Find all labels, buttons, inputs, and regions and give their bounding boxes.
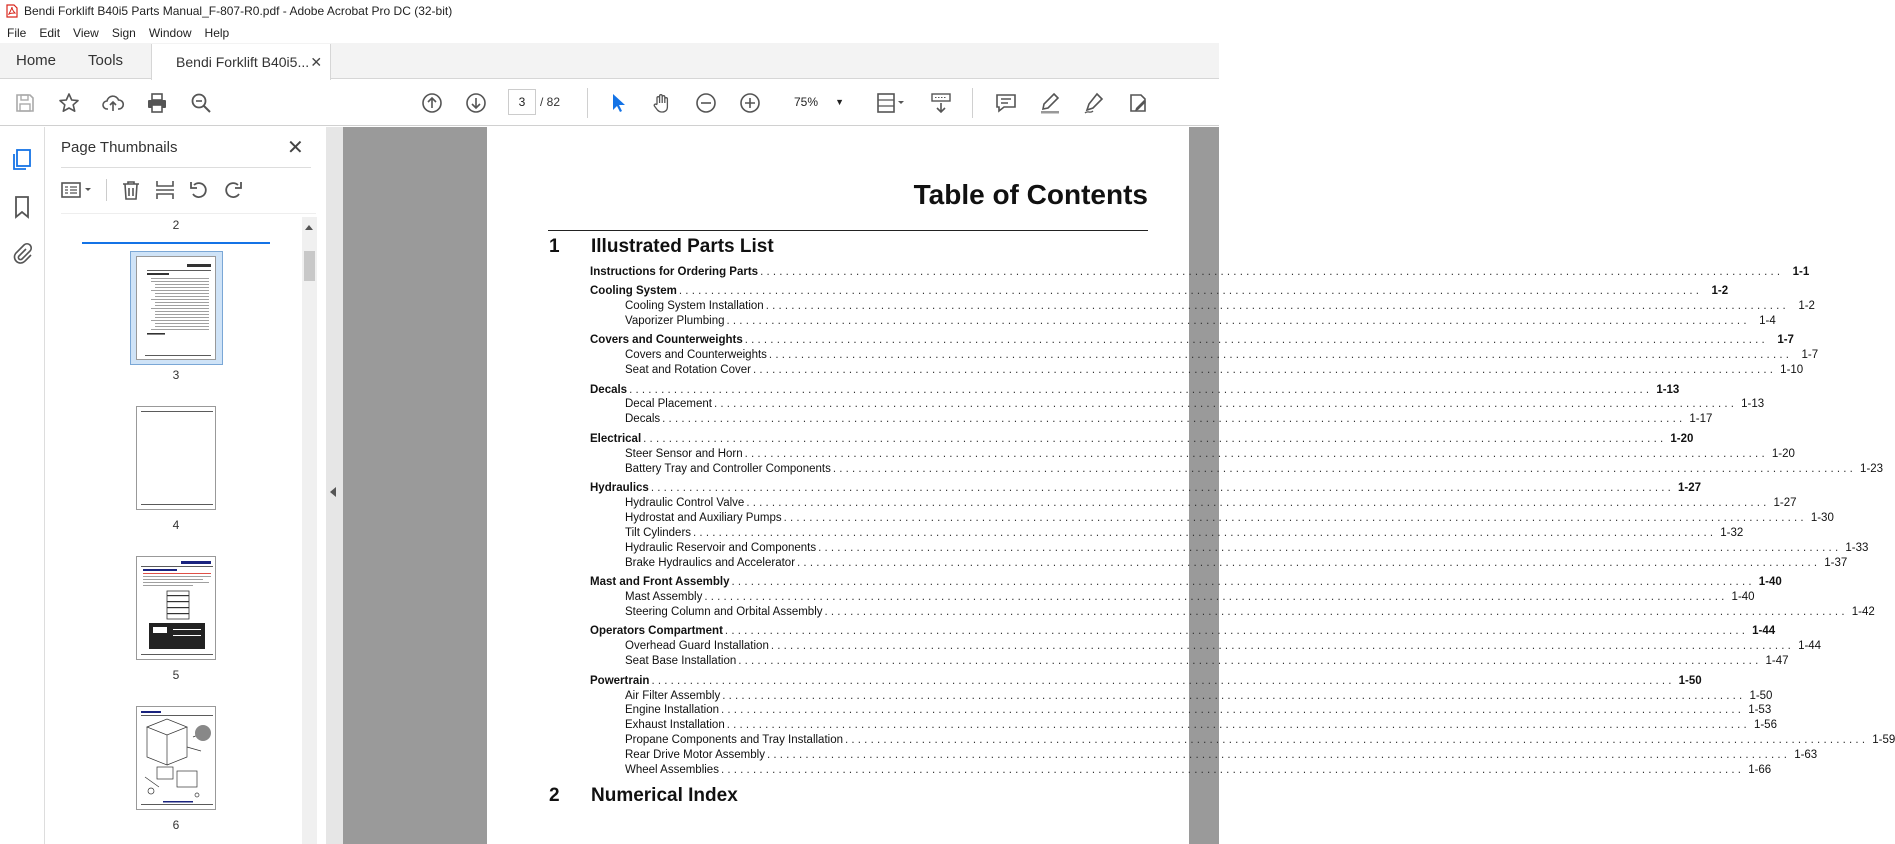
toc-entry-page: 1-47 [1765,655,1789,667]
toc-subentry[interactable] [625,748,1818,763]
toc-entry-page: 1-40 [1758,576,1782,588]
menu-file[interactable]: File [7,25,27,40]
toc-entry-page: 1-42 [1851,606,1875,618]
toc-entry[interactable] [590,481,1702,496]
thumbnail-scrollbar[interactable] [302,217,317,844]
toc-subentry[interactable] [625,511,1834,526]
close-tab-icon[interactable]: ✕ [310,53,323,70]
toc-subentry[interactable] [625,541,1869,556]
print-icon[interactable] [145,91,169,115]
toc-entry-label: Hydraulic Control Valve [625,497,745,509]
menu-window[interactable]: Window [148,25,192,40]
toc-entry-page: 1-27 [1773,497,1797,509]
toc-entry[interactable] [590,284,1729,299]
toc-entry-label: Seat and Rotation Cover [625,364,751,376]
toc-entry-label: Air Filter Assembly [625,690,721,702]
toc-entry-label: Engine Installation [625,704,719,716]
page-count: / 82 [540,95,561,109]
toc-leader-dots: ................................................................................................................................................................ [650,482,1675,494]
toc-entry-page: 1-40 [1731,591,1755,603]
zoom-out-icon[interactable] [694,91,718,115]
pdf-app-icon [6,4,18,18]
toc-entry-page: 1-63 [1794,749,1818,761]
collapse-arrow-icon [330,487,336,497]
toc-entry-label: Vaporizer Plumbing [625,315,725,327]
hand-tool-icon[interactable] [650,91,674,115]
toc-subentry[interactable] [625,703,1772,718]
thumbnail-3-preview [137,257,217,361]
toc-leader-dots: ................................................................................................................................................................ [760,266,1784,278]
toc-entry-page: 1-50 [1678,675,1702,687]
toc-leader-dots: ................................................................................................................................................................ [818,542,1842,554]
toc-subentry[interactable] [625,314,1776,329]
toc-leader-dots: ................................................................................................................................................................ [724,625,1749,637]
bookmark-icon[interactable] [11,195,33,219]
toc-entry-label: Mast and Front Assembly [590,576,730,588]
toc-entry-label: Tilt Cylinders [625,527,692,539]
toc-leader-dots: ................................................................................................................................................................ [651,675,1675,687]
thumbnail-5-preview [137,557,217,661]
menu-help[interactable]: Help [204,25,230,40]
page-thumbnails-icon[interactable] [11,148,33,172]
panel-collapse-handle[interactable] [326,127,343,844]
toc-entry-label: Decals [625,413,661,425]
rotate-clockwise-icon[interactable] [222,179,244,201]
toc-subentry[interactable] [625,654,1789,669]
toc-entry[interactable] [590,674,1702,689]
save-icon[interactable] [13,91,37,115]
toc-leader-dots: ................................................................................................................................................................ [744,448,1768,460]
toc-entry[interactable] [590,265,1810,280]
panel-toolbar-divider [106,179,107,201]
title-bar [0,0,1219,22]
toc-leader-dots: ................................................................................................................................................................ [765,300,1789,312]
toc-entry-page: 1-37 [1824,557,1848,569]
toc-entry-label: Steer Sensor and Horn [625,448,743,460]
thumbnail-label: 5 [172,668,180,682]
toc-entry-page: 1-32 [1720,527,1744,539]
toc-leader-dots: ................................................................................................................................................................ [731,576,1755,588]
toc-entry-page: 1-59 [1872,734,1895,746]
toc-leader-dots: ................................................................................................................................................................ [783,512,1807,524]
toc-entry-page: 1-17 [1689,413,1713,425]
chevron-down-icon: ▼ [835,97,844,107]
sign-pen-icon[interactable] [1082,91,1106,115]
toc-rule [548,230,1148,231]
toc-entry-page: 1-66 [1748,764,1772,776]
tab-bar [0,43,1219,79]
section-number: 1 [549,236,560,257]
thumbnails-panel [46,127,326,844]
thumbnail-options-icon[interactable] [61,179,95,201]
toc-leader-dots: ................................................................................................................................................................ [720,704,1745,716]
toc-entry-label: Propane Components and Tray Installation [625,734,843,746]
toc-entry-label: Electrical [590,433,642,445]
toc-entry-page: 1-20 [1670,433,1694,445]
toc-leader-dots: ................................................................................................................................................................ [726,315,1750,327]
toc-entry-page: 1-13 [1656,384,1680,396]
toc-entry-label: Covers and Counterweights [625,349,767,361]
toc-leader-dots: ................................................................................................................................................................ [797,557,1821,569]
scroll-mode-icon[interactable] [929,91,953,115]
menu-bar [0,22,1219,43]
zoom-search-icon[interactable] [189,91,213,115]
comment-icon[interactable] [994,91,1018,115]
toc-entry[interactable] [590,575,1782,590]
attachment-icon[interactable] [11,241,33,265]
insert-page-icon[interactable] [154,179,176,201]
toc-leader-dots: ................................................................................................................................................................ [832,463,1857,475]
toc-leader-dots: ................................................................................................................................................................ [768,349,1793,361]
previous-page-icon[interactable] [420,91,444,115]
toc-entry-page: 1-10 [1780,364,1804,376]
toc-leader-dots: ................................................................................................................................................................ [824,606,1848,618]
toc-entry-page: 1-4 [1759,315,1776,327]
zoom-select[interactable] [782,89,852,115]
toc-leader-dots: ................................................................................................................................................................ [744,334,1768,346]
toc-entry[interactable] [590,432,1694,447]
delete-page-icon[interactable] [120,179,142,201]
toc-entry-label: Powertrain [590,675,650,687]
next-page-icon[interactable] [464,91,488,115]
star-icon[interactable] [57,91,81,115]
toc-entry-label: Operators Compartment [590,625,723,637]
toc-leader-dots: ................................................................................................................................................................ [726,719,1750,731]
toc-entry-label: Hydraulics [590,482,649,494]
toc-subentry[interactable] [625,639,1822,654]
toc-entry[interactable] [590,624,1776,639]
toc-subentry[interactable] [625,605,1875,620]
panel-title: Page Thumbnails [61,139,178,156]
toc-entry[interactable] [590,333,1794,348]
toolbar [0,80,1219,126]
tab-document-label: Bendi Forklift B40i5... [176,54,310,70]
toc-leader-dots: ................................................................................................................................................................ [704,591,1728,603]
toc-leader-dots: ................................................................................................................................................................ [693,527,1717,539]
toc-entry-label: Exhaust Installation [625,719,725,731]
toc-subentry[interactable] [625,412,1713,427]
toc-entry-label: Brake Hydraulics and Accelerator [625,557,796,569]
thumbnail-label: 6 [172,818,180,832]
toc-entry-label: Wheel Assemblies [625,764,719,776]
thumbnail-page-6[interactable] [136,706,216,810]
pdf-page [487,127,1895,844]
section-title: Numerical Index [591,785,738,806]
toc-entry-page: 1-20 [1771,448,1795,460]
toc-entry-page: 1-30 [1810,512,1834,524]
toc-entry-page: 1-1 [1792,266,1810,278]
toc-leader-dots: ................................................................................................................................................................ [738,655,1762,667]
toc-entry-label: Hydraulic Reservoir and Components [625,542,817,554]
zoom-value: 75% [794,95,819,109]
toc-leader-dots: ................................................................................................................................................................ [629,384,1653,396]
toc-leader-dots: ................................................................................................................................................................ [662,413,1686,425]
close-panel-icon[interactable]: ✕ [287,137,304,159]
thumbnail-list [61,213,316,844]
section-title: Illustrated Parts List [591,236,774,257]
toc-entry-page: 1-2 [1711,285,1729,297]
scroll-up-icon[interactable] [305,225,313,230]
toc-entry-label: Decal Placement [625,398,712,410]
highlight-pen-icon[interactable] [1038,91,1062,115]
panel-divider [61,167,311,168]
cloud-upload-icon[interactable] [101,91,125,115]
toc-subentry[interactable] [625,348,1819,363]
page-number-input[interactable]: 3 [508,89,536,115]
toc-subentry[interactable] [625,590,1755,605]
toc-entry-page: 1-44 [1752,625,1776,637]
thumbnail-page-4[interactable] [136,406,216,510]
toolbar-divider [972,88,973,118]
toc-subentry[interactable] [625,556,1848,571]
tab-tools[interactable]: Tools [88,52,124,69]
thumbnail-6-preview [137,707,217,811]
toc-subentry[interactable] [625,447,1795,462]
toc-entry-page: 1-23 [1860,463,1884,475]
toc-leader-dots: ................................................................................................................................................................ [770,640,1795,652]
page-fit-icon[interactable] [874,91,908,115]
toc-title: Table of Contents [913,179,1148,210]
toc-entry-label: Rear Drive Motor Assembly [625,749,765,761]
toc-entry-label: Instructions for Ordering Parts [590,266,759,278]
toc-leader-dots: ................................................................................................................................................................ [713,398,1738,410]
toc-entry[interactable] [590,383,1680,398]
toc-subentry[interactable] [625,363,1804,378]
toc-entry-label: Seat Base Installation [625,655,737,667]
fill-sign-icon[interactable] [1126,91,1150,115]
toc-leader-dots: ................................................................................................................................................................ [845,734,1869,746]
toc-entry-page: 1-7 [1801,349,1819,361]
menu-edit[interactable]: Edit [39,25,61,40]
left-rail [0,127,45,844]
toc-leader-dots: ................................................................................................................................................................ [720,764,1745,776]
menu-view[interactable]: View [73,25,99,40]
toc-leader-dots: ................................................................................................................................................................ [678,285,1703,297]
toc-entry-label: Overhead Guard Installation [625,640,769,652]
toolbar-divider [587,88,588,118]
toc-entry-page: 1-44 [1798,640,1822,652]
toc-entry-page: 1-33 [1845,542,1869,554]
thumbnail-page-3[interactable] [136,256,216,360]
toc-subentry[interactable] [625,689,1773,704]
toc-entry-page: 1-13 [1741,398,1765,410]
toc-entry-page: 1-56 [1753,719,1777,731]
toc-entry-label: Cooling System Installation [625,300,764,312]
toc-subentry[interactable] [625,496,1797,511]
toc-subentry[interactable] [625,718,1777,733]
toc-entry-label: Decals [590,384,628,396]
toc-entry-page: 1-2 [1798,300,1815,312]
toc-leader-dots: ................................................................................................................................................................ [722,690,1746,702]
toc-entry-label: Steering Column and Orbital Assembly [625,606,823,618]
toc-entry-page: 1-27 [1678,482,1702,494]
thumbnail-4-preview [137,407,217,511]
toc-entry-label: Mast Assembly [625,591,703,603]
zoom-in-icon[interactable] [738,91,762,115]
thumbnail-label: 3 [172,368,180,382]
select-cursor-icon[interactable] [606,91,630,115]
thumbnail-page-5[interactable] [136,556,216,660]
window-title: Bendi Forklift B40i5 Parts Manual_F-807-R0.pdf - Adobe Acrobat Pro DC (32-bit) [24,4,453,18]
tab-document[interactable] [151,44,331,80]
thumbnail-label: 2 [172,218,180,232]
toc-entry-page: 1-7 [1777,334,1794,346]
section-number: 2 [549,785,560,806]
toc-subentry[interactable] [625,462,1884,477]
toc-leader-dots: ................................................................................................................................................................ [766,749,1791,761]
toc-subentry[interactable] [625,733,1895,748]
scrollbar-thumb[interactable] [304,251,315,281]
tab-home[interactable]: Home [16,52,57,69]
toc-entry-label: Hydrostat and Auxiliary Pumps [625,512,782,524]
toc-leader-dots: ................................................................................................................................................................ [643,433,1667,445]
menu-sign[interactable]: Sign [111,25,136,40]
drop-indicator [82,242,270,244]
toc-entry-label: Battery Tray and Controller Components [625,463,831,475]
toc-subentry[interactable] [625,763,1772,778]
toc-subentry[interactable] [625,526,1744,541]
toc-leader-dots: ................................................................................................................................................................ [752,364,1777,376]
thumbnail-label: 4 [172,518,180,532]
toc-subentry[interactable] [625,397,1765,412]
toc-entry-page: 1-53 [1748,704,1772,716]
toc-leader-dots: ................................................................................................................................................................ [746,497,1770,509]
toc-entry-label: Covers and Counterweights [590,334,743,346]
rotate-counterclockwise-icon[interactable] [188,179,210,201]
toc-entry-page: 1-50 [1749,690,1773,702]
toc-subentry[interactable] [625,299,1815,314]
toc-entry-label: Cooling System [590,285,677,297]
